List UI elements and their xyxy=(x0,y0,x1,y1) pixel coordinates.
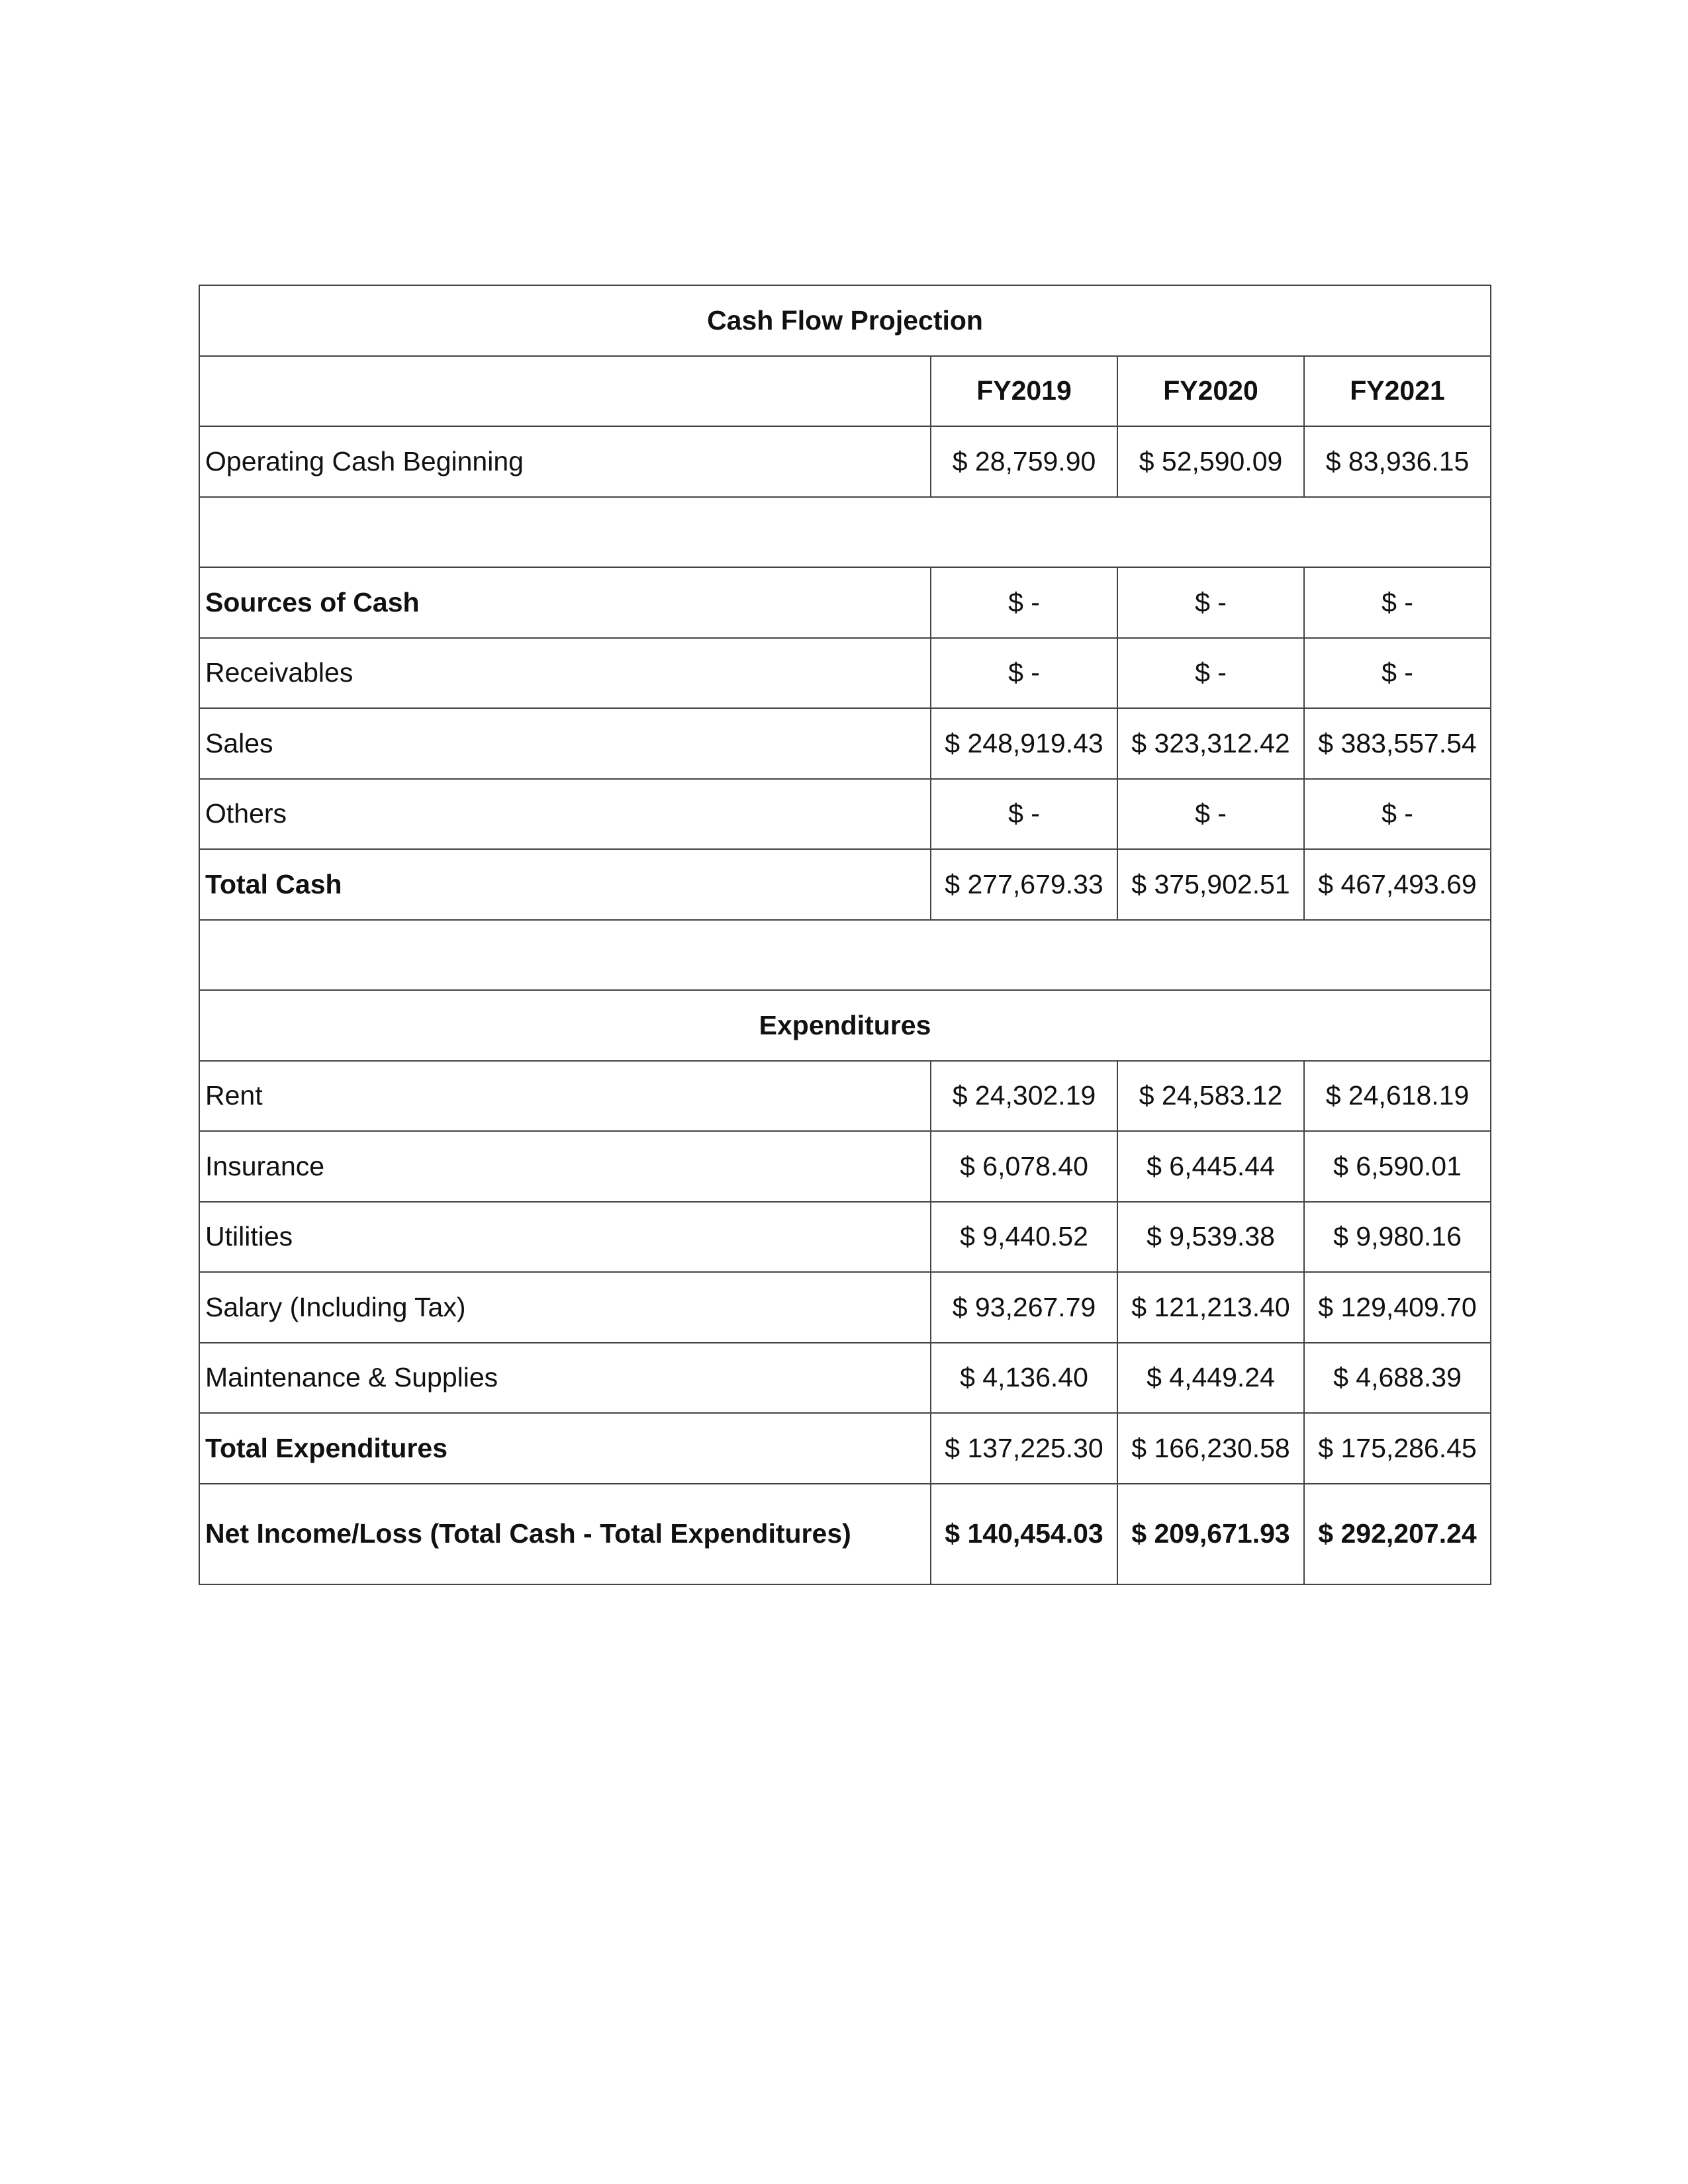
others-row xyxy=(199,779,1491,850)
receivables-row xyxy=(199,638,1491,709)
value-cell: $ 93,267.79 xyxy=(931,1272,1117,1343)
value-cell: $ 24,583.12 xyxy=(1117,1061,1304,1132)
value-cell: $ 52,590.09 xyxy=(1117,426,1304,497)
value-cell: $ 9,980.16 xyxy=(1304,1202,1491,1273)
value-cell: $ - xyxy=(1304,567,1491,638)
value-cell: $ 140,454.03 xyxy=(931,1484,1117,1584)
spacer-row xyxy=(199,920,1491,991)
value-cell: $ 83,936.15 xyxy=(1304,426,1491,497)
value-cell: $ 121,213.40 xyxy=(1117,1272,1304,1343)
year-header-row xyxy=(199,356,1491,427)
total-cash-row xyxy=(199,849,1491,920)
year-header-fy2019: FY2019 xyxy=(931,356,1117,427)
row-label: Insurance xyxy=(199,1131,931,1202)
table-title: Cash Flow Projection xyxy=(199,285,1491,356)
value-cell: $ 28,759.90 xyxy=(931,426,1117,497)
row-label: Sources of Cash xyxy=(199,567,931,638)
value-cell: $ 175,286.45 xyxy=(1304,1413,1491,1484)
total-expenditures-row xyxy=(199,1413,1491,1484)
value-cell: $ 383,557.54 xyxy=(1304,708,1491,779)
value-cell: $ 248,919.43 xyxy=(931,708,1117,779)
sales-row xyxy=(199,708,1491,779)
value-cell: $ - xyxy=(931,567,1117,638)
row-label: Total Cash xyxy=(199,849,931,920)
cash-flow-table xyxy=(199,285,1491,1585)
value-cell: $ 9,440.52 xyxy=(931,1202,1117,1273)
operating-cash-row xyxy=(199,426,1491,497)
value-cell: $ 24,302.19 xyxy=(931,1061,1117,1132)
value-cell: $ 4,688.39 xyxy=(1304,1343,1491,1414)
row-label: Others xyxy=(199,779,931,850)
year-header-fy2020: FY2020 xyxy=(1117,356,1304,427)
value-cell: $ 323,312.42 xyxy=(1117,708,1304,779)
value-cell: $ 375,902.51 xyxy=(1117,849,1304,920)
value-cell: $ 277,679.33 xyxy=(931,849,1117,920)
value-cell: $ - xyxy=(1117,567,1304,638)
value-cell: $ - xyxy=(1117,779,1304,850)
expenditures-heading: Expenditures xyxy=(199,990,1491,1061)
value-cell: $ 9,539.38 xyxy=(1117,1202,1304,1273)
row-label: Operating Cash Beginning xyxy=(199,426,931,497)
spacer-row xyxy=(199,497,1491,568)
spacer-cell xyxy=(199,497,1491,568)
row-label: Salary (Including Tax) xyxy=(199,1272,931,1343)
year-header-blank xyxy=(199,356,931,427)
value-cell: $ 6,590.01 xyxy=(1304,1131,1491,1202)
row-label: Rent xyxy=(199,1061,931,1132)
value-cell: $ - xyxy=(931,638,1117,709)
value-cell: $ - xyxy=(1117,638,1304,709)
value-cell: $ 4,136.40 xyxy=(931,1343,1117,1414)
value-cell: $ 6,078.40 xyxy=(931,1131,1117,1202)
insurance-row xyxy=(199,1131,1491,1202)
value-cell: $ 467,493.69 xyxy=(1304,849,1491,920)
utilities-row xyxy=(199,1202,1491,1273)
row-label: Maintenance & Supplies xyxy=(199,1343,931,1414)
net-income-row xyxy=(199,1484,1491,1584)
row-label: Total Expenditures xyxy=(199,1413,931,1484)
value-cell: $ 6,445.44 xyxy=(1117,1131,1304,1202)
rent-row xyxy=(199,1061,1491,1132)
value-cell: $ - xyxy=(1304,638,1491,709)
value-cell: $ 129,409.70 xyxy=(1304,1272,1491,1343)
title-row xyxy=(199,285,1491,356)
sources-header-row xyxy=(199,567,1491,638)
value-cell: $ 137,225.30 xyxy=(931,1413,1117,1484)
salary-row xyxy=(199,1272,1491,1343)
row-label: Sales xyxy=(199,708,931,779)
maintenance-row xyxy=(199,1343,1491,1414)
row-label: Utilities xyxy=(199,1202,931,1273)
value-cell: $ - xyxy=(931,779,1117,850)
expenditures-header-row xyxy=(199,990,1491,1061)
year-header-fy2021: FY2021 xyxy=(1304,356,1491,427)
row-label: Net Income/Loss (Total Cash - Total Expenditures) xyxy=(199,1484,931,1584)
row-label: Receivables xyxy=(199,638,931,709)
value-cell: $ - xyxy=(1304,779,1491,850)
value-cell: $ 166,230.58 xyxy=(1117,1413,1304,1484)
value-cell: $ 24,618.19 xyxy=(1304,1061,1491,1132)
value-cell: $ 209,671.93 xyxy=(1117,1484,1304,1584)
value-cell: $ 4,449.24 xyxy=(1117,1343,1304,1414)
value-cell: $ 292,207.24 xyxy=(1304,1484,1491,1584)
spacer-cell xyxy=(199,920,1491,991)
